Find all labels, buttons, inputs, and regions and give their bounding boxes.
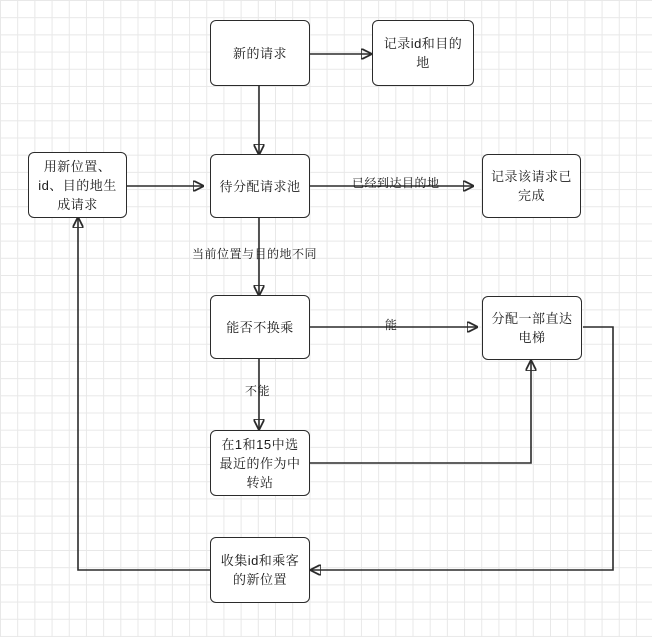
node-record-request-completed[interactable] — [482, 154, 581, 218]
node-label: 待分配请求池 — [219, 178, 301, 194]
node-new-request[interactable] — [210, 20, 310, 86]
edge-label-arrived: 已经到达目的地 — [352, 176, 440, 190]
edge-label-yes: 能 — [385, 318, 398, 332]
edge-assign-to-collect — [311, 327, 613, 570]
node-generate-request[interactable] — [28, 152, 127, 218]
edge-collect-to-gen — [78, 218, 210, 570]
edge-choose-to-assign — [310, 361, 531, 463]
node-choose-transfer-station[interactable] — [210, 430, 310, 496]
node-label: 记录id和目的地 — [383, 36, 463, 70]
node-label: 用新位置、id、目的地生成请求 — [38, 158, 117, 212]
node-label: 新的请求 — [232, 45, 287, 61]
node-label: 分配一部直达电梯 — [491, 311, 573, 345]
node-label: 记录该请求已完成 — [490, 169, 572, 203]
edge-label-different-position: 当前位置与目的地不同 — [192, 247, 318, 261]
node-label: 收集id和乘客的新位置 — [220, 553, 300, 587]
node-collect-passenger-positions[interactable] — [210, 537, 310, 603]
node-label: 在1和15中选最近的作为中转站 — [219, 436, 301, 490]
node-assign-direct-elevator[interactable] — [482, 296, 582, 360]
node-label: 能否不换乘 — [226, 319, 294, 335]
node-pending-request-pool[interactable] — [210, 154, 310, 218]
node-can-avoid-transfer[interactable] — [210, 295, 310, 359]
node-record-id-destination[interactable] — [372, 20, 474, 86]
edge-label-no: 不能 — [245, 384, 271, 398]
